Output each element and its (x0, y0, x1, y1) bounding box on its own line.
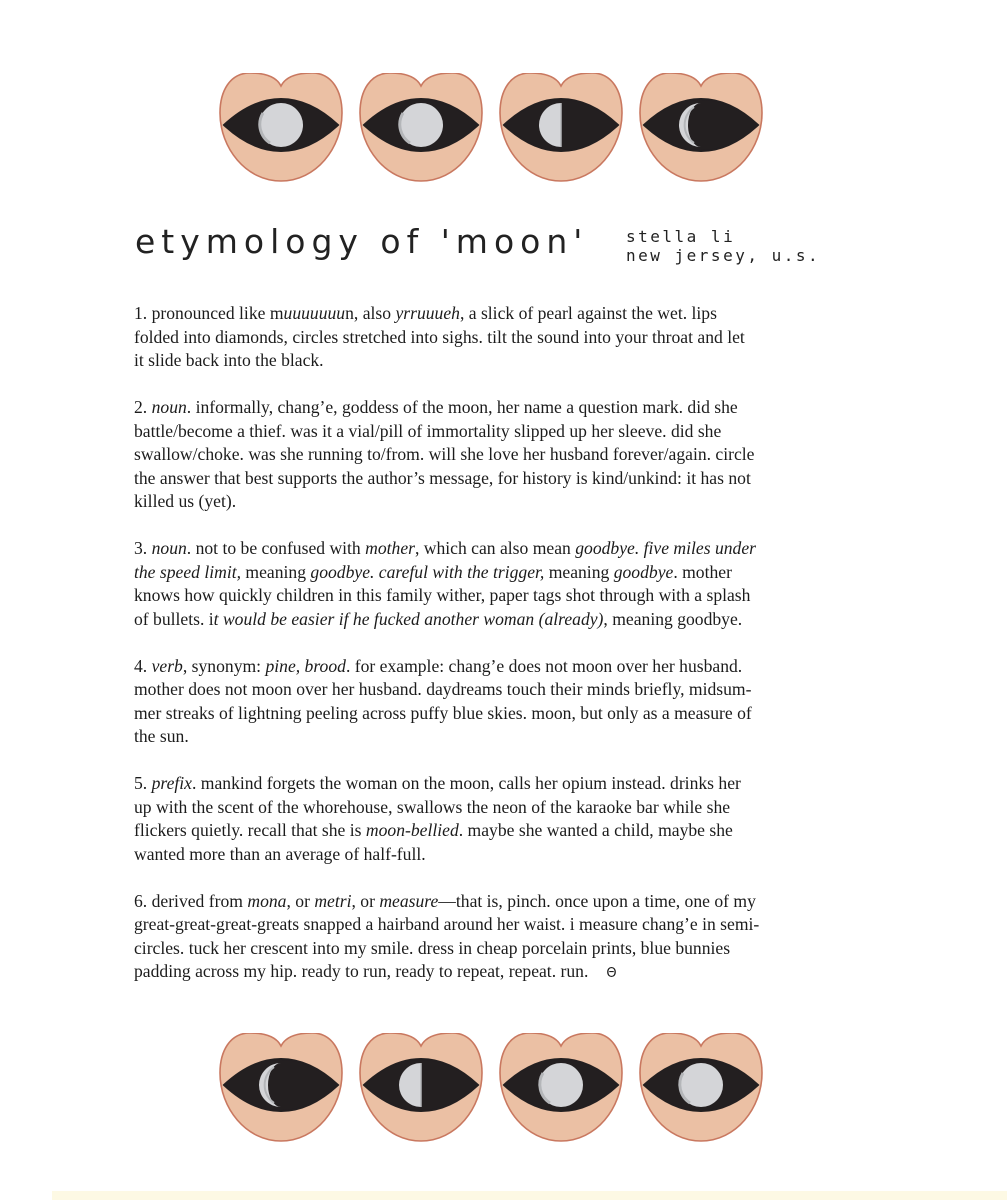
text-run: , meaning goodbye. (603, 608, 743, 629)
italic-text: t would be easier if he fucked another woman (already) (213, 608, 604, 629)
author-name: stella li (626, 227, 736, 246)
definition-line (134, 655, 834, 679)
definition-line (134, 960, 834, 986)
italic-text: the speed limit, (134, 561, 242, 582)
mouth-full-moon-icon (498, 1033, 624, 1143)
definition-line (134, 796, 834, 820)
italic-text: goodbye. five miles under (575, 538, 757, 558)
definition-list (134, 302, 834, 1009)
definition-line (134, 349, 834, 373)
mouth-full-moon-icon (638, 1033, 764, 1143)
definition-line (134, 302, 834, 326)
definition-line (134, 396, 834, 420)
mouth-full-moon-icon (498, 1033, 624, 1143)
definition-line (134, 584, 834, 608)
end-mark: Θ (606, 966, 617, 981)
definition-line (134, 843, 834, 867)
author-byline (626, 227, 820, 265)
text-run: the answer that best supports the author’s message, for history is kind/unkind: it has not (134, 467, 751, 488)
text-run: . not to be confused with (186, 538, 366, 558)
mouth-full-moon-icon (638, 1033, 764, 1143)
definition-entry (134, 655, 834, 749)
definition-line (134, 561, 834, 585)
text-run: 4. (134, 655, 152, 676)
text-run: 1. pronounced like m (134, 303, 284, 323)
text-run: meaning (544, 561, 614, 582)
italic-text: moon-bellied (365, 820, 459, 840)
text-run: . for example: chang’e does not moon over her husband. (345, 655, 743, 676)
text-run: killed us (yet). (134, 491, 237, 511)
text-run: great-great-great-greats snapped a hairband around her waist. i measure chang’e in semi- (134, 914, 760, 934)
italic-text: noun (151, 538, 187, 558)
mouth-full-moon-icon (358, 73, 484, 183)
definition-entry (134, 537, 834, 631)
mouth-crescent-moon-icon (218, 1033, 344, 1143)
text-run: , a slick of pearl against the wet. lips (459, 303, 717, 323)
definition-line (134, 420, 834, 444)
text-run: , synonym: (182, 655, 266, 676)
text-run: folded into diamonds, circles stretched into sighs. tilt the sound into your throat and let (134, 326, 745, 347)
text-run: padding across my hip. ready to run, ready to repeat, repeat. run. (134, 961, 589, 981)
text-run: up with the scent of the whorehouse, swallows the neon of the karaoke bar while she (134, 796, 731, 817)
mouth-crescent-moon-icon (638, 73, 764, 183)
italic-text: pine, brood (265, 655, 346, 676)
top-mouth-row (218, 73, 764, 183)
definition-line (134, 772, 834, 796)
italic-text: yrruuueh (395, 303, 460, 323)
mouth-half-moon-icon (498, 73, 624, 183)
definition-line (134, 467, 834, 491)
text-run: it slide back into the black. (134, 350, 324, 370)
poem-title: etymology of 'moon' (135, 222, 589, 261)
definition-line (134, 890, 834, 914)
text-run: 2. (134, 397, 152, 417)
definition-line (134, 819, 834, 843)
text-run: —that is, pinch. once upon a time, one of my (438, 890, 756, 911)
mouth-half-moon-icon (358, 1033, 484, 1143)
definition-line (134, 608, 834, 632)
text-run: . mother (673, 561, 732, 582)
italic-text: mother (365, 538, 415, 558)
italic-text: goodbye (613, 561, 674, 582)
definition-line (134, 490, 834, 514)
text-run: circles. tuck her crescent into my smile. dress in cheap porcelain prints, blue bunnies (134, 937, 731, 958)
author-location: new jersey, u.s. (626, 246, 821, 265)
definition-entry (134, 890, 834, 986)
mouth-half-moon-icon (498, 73, 624, 183)
text-run: 6. derived from (134, 890, 248, 911)
text-run: , which can also mean (414, 538, 576, 558)
mouth-crescent-moon-icon (218, 1033, 344, 1143)
text-run: mer streaks of lightning peeling across puffy blue skies. moon, but only as a measure of (134, 702, 752, 723)
italic-text: goodbye. careful with the trigger, (310, 561, 545, 582)
definition-line (134, 537, 834, 561)
text-run: battle/become a thief. was it a vial/pill of immortality slipped up her sleeve. did she (134, 420, 722, 441)
text-run: 3. (134, 538, 152, 558)
definition-line (134, 326, 834, 350)
text-run: . maybe she wanted a child, maybe she (458, 820, 733, 840)
definition-line (134, 937, 834, 961)
italic-text: measure (379, 890, 439, 911)
italic-text: noun (151, 397, 187, 417)
text-run: mother does not moon over her husband. daydreams touch their minds briefly, midsum- (134, 679, 752, 699)
text-run: the sun. (134, 726, 189, 746)
mouth-half-moon-icon (358, 1033, 484, 1143)
italic-text: metri (314, 890, 352, 911)
text-run: n, also (345, 303, 396, 323)
definition-line (134, 702, 834, 726)
definition-entry (134, 396, 834, 514)
definition-entry (134, 302, 834, 373)
text-run: flickers quietly. recall that she is (134, 820, 366, 840)
mouth-crescent-moon-icon (638, 73, 764, 183)
text-run: of bullets. i (134, 608, 214, 629)
italic-text: mona (247, 890, 287, 911)
italic-text: verb (151, 655, 183, 676)
text-run: wanted more than an average of half-full. (134, 843, 426, 864)
definition-entry (134, 772, 834, 866)
definition-line (134, 913, 834, 937)
italic-text: prefix (151, 773, 192, 793)
text-run: . informally, chang’e, goddess of the moon, her name a question mark. did she (186, 397, 738, 417)
text-run: meaning (241, 561, 311, 582)
text-run: , or (351, 890, 380, 911)
text-run: 5. (134, 773, 152, 793)
mouth-full-moon-icon (218, 73, 344, 183)
text-run: knows how quickly children in this family wither, paper tags shot through with a splash (134, 585, 751, 605)
italic-text: uuuuuuu (283, 303, 346, 323)
footer-strip (52, 1191, 1007, 1200)
mouth-full-moon-icon (218, 73, 344, 183)
text-run: . mankind forgets the woman on the moon, calls her opium instead. drinks her (191, 773, 741, 793)
definition-line (134, 725, 834, 749)
text-run: swallow/choke. was she running to/from. will she love her husband forever/again. circle (134, 444, 755, 464)
text-run: , or (286, 890, 315, 911)
bottom-mouth-row (218, 1033, 764, 1143)
definition-line (134, 678, 834, 702)
definition-line (134, 443, 834, 467)
mouth-full-moon-icon (358, 73, 484, 183)
